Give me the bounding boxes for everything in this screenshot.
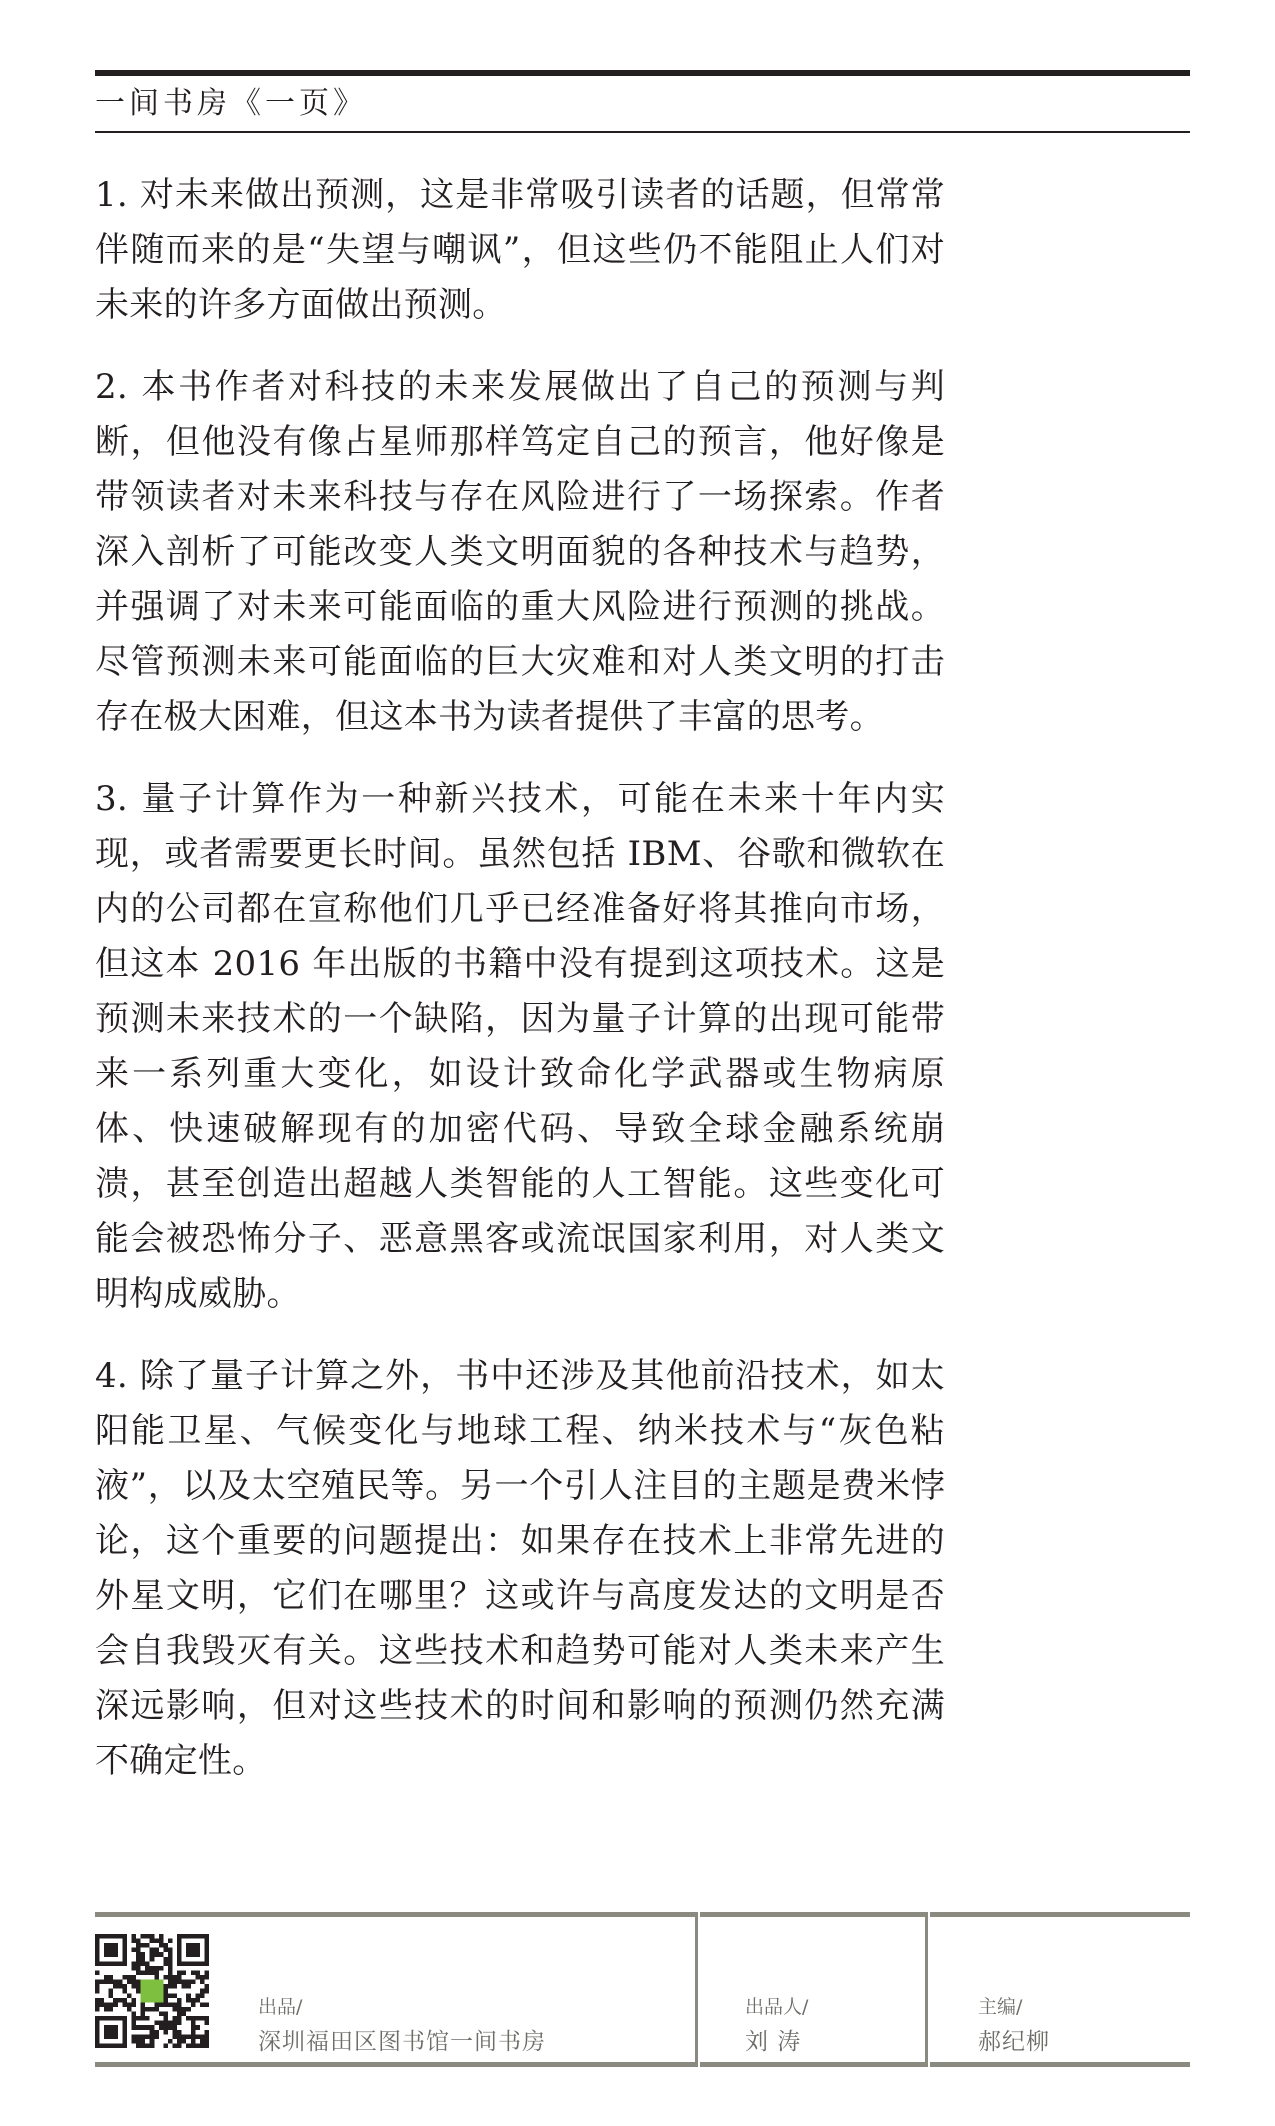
footer-rule-bottom	[700, 2062, 925, 2067]
producer-name: 刘 涛	[745, 2029, 802, 2055]
editor-label: 主编/	[978, 1996, 1023, 2018]
publisher-label: 出品/	[258, 1996, 303, 2018]
footer-rule-top	[95, 1912, 695, 1917]
producer-label: 出品人/	[745, 1996, 809, 2018]
footer-editor-block	[930, 1912, 1190, 2067]
footer-divider	[695, 1912, 698, 2067]
paragraph-1: 1. 对未来做出预测，这是非常吸引读者的话题，但常常伴随而来的是“失望与嘲讽”，但这些仍不能阻止人们对未来的许多方面做出预测。	[95, 175, 945, 325]
article-body	[95, 168, 945, 1816]
paragraph-4: 4. 除了量子计算之外，书中还涉及其他前沿技术，如太阳能卫星、气候变化与地球工程、纳米技术与“灰色粘液”，以及太空殖民等。另一个引人注目的主题是费米悖论，这个重要的问题提出：如果存在技术上非常先进的外星文明，它们在哪里？这或许与高度发达的文明是否会自我毁灭有关。这些技术和趋势可能对人类未来产生深远影响，但对这些技术的时间和影响的预测仍然充满不确定性。	[95, 1356, 945, 1781]
footer-divider	[925, 1912, 928, 2067]
publisher-name: 深圳福田区图书馆一间书房	[258, 2029, 546, 2055]
paragraph-3: 3. 量子计算作为一种新兴技术，可能在未来十年内实现，或者需要更长时间。虽然包括 IBM、谷歌和微软在内的公司都在宣称他们几乎已经准备好将其推向市场，但这本 2016 年出版的书籍中没有提到这项技术。这是预测未来技术的一个缺陷，因为量子计算的出现可能带来一系列重大变化，如设计致命化学武器或生物病原体、快速破解现有的加密代码、导致全球金融系统崩溃，甚至创造出超越人类智能的人工智能。这些变化可能会被恐怖分子、恶意黑客或流氓国家利用，对人类文明构成威胁。	[95, 779, 945, 1314]
footer-rule-bottom	[95, 2062, 695, 2067]
footer	[95, 1912, 1190, 2067]
editor-name: 郝纪柳	[978, 2029, 1050, 2055]
footer-publisher-block	[95, 1912, 695, 2067]
footer-rule-bottom	[930, 2062, 1190, 2067]
footer-producer-block	[700, 1912, 925, 2067]
paragraph-2: 2. 本书作者对科技的未来发展做出了自己的预测与判断，但他没有像占星师那样笃定自己的预言，他好像是带领读者对未来科技与存在风险进行了一场探索。作者深入剖析了可能改变人类文明面貌的各种技术与趋势，并强调了对未来可能面临的重大风险进行预测的挑战。尽管预测未来可能面临的巨大灾难和对人类文明的打击存在极大困难，但这本书为读者提供了丰富的思考。	[95, 367, 945, 737]
page-title: 一间书房《一页》	[95, 86, 367, 121]
qr-code-icon	[95, 1934, 209, 2048]
top-rule	[95, 70, 1190, 76]
footer-rule-top	[930, 1912, 1190, 1917]
header-rule	[95, 131, 1190, 133]
footer-rule-top	[700, 1912, 925, 1917]
